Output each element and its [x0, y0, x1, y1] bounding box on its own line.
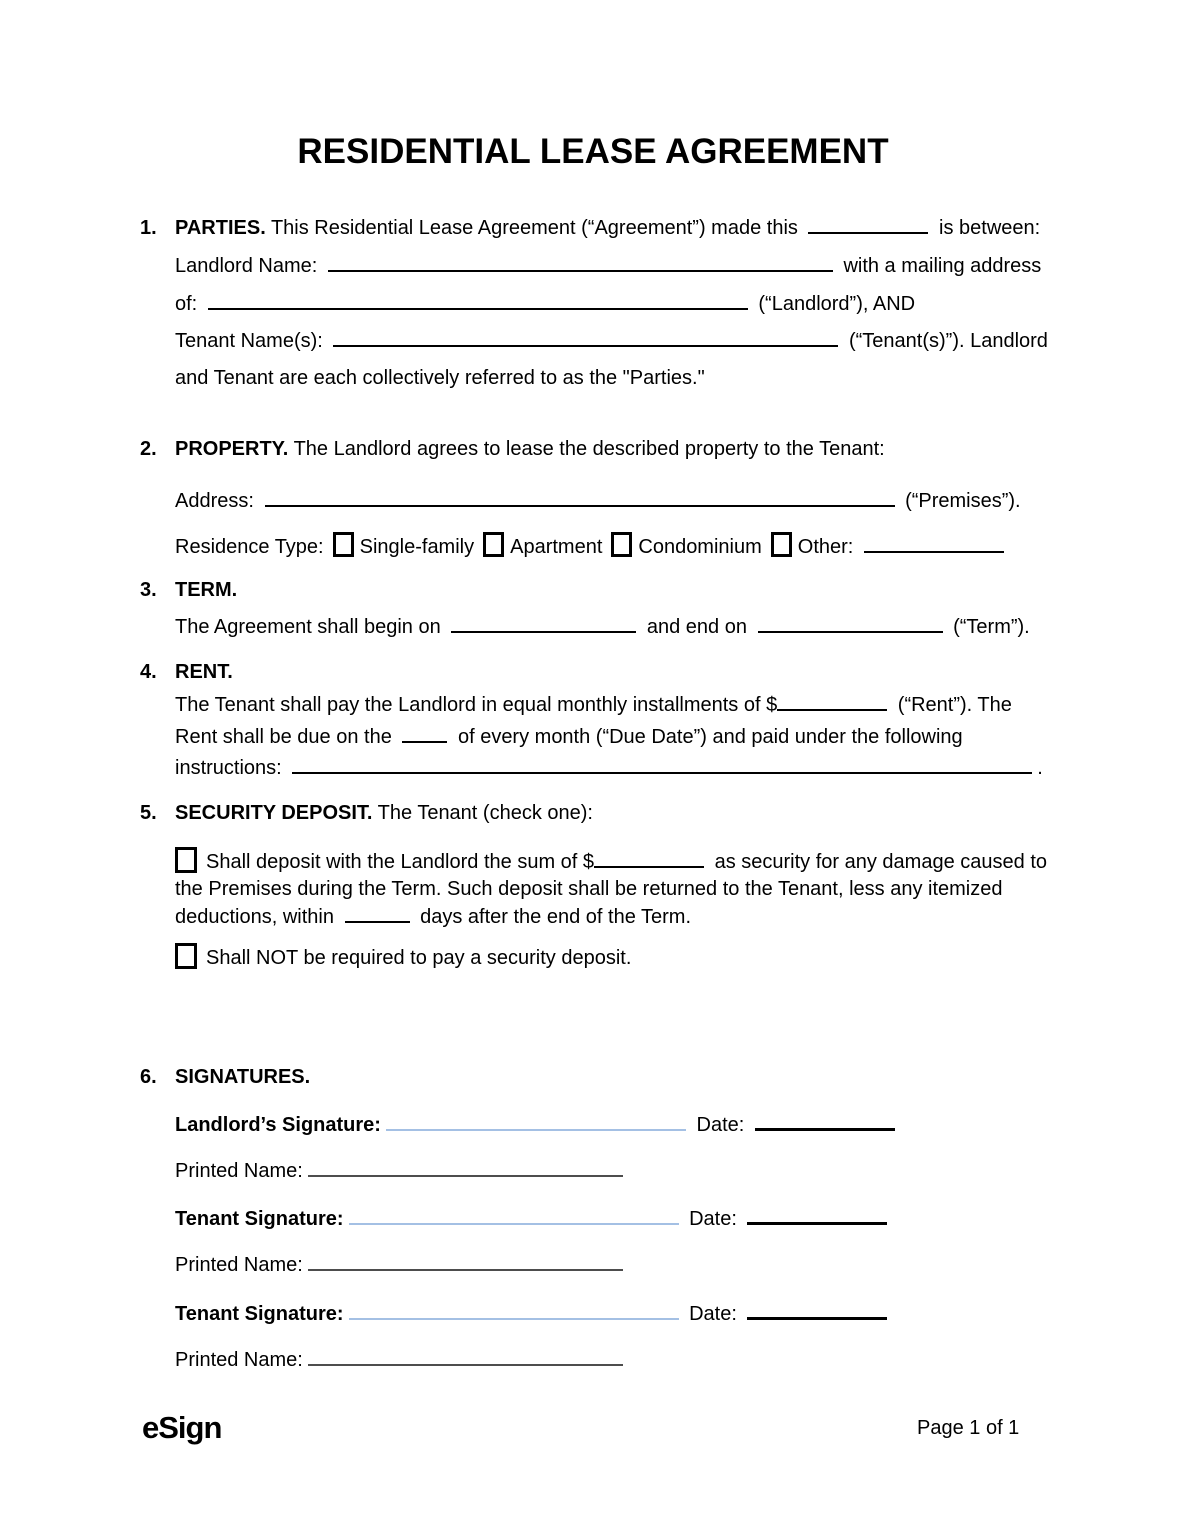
- instructions-label: instructions:: [175, 757, 282, 779]
- apartment-checkbox[interactable]: [483, 532, 504, 557]
- tenant1-date-label: Date:: [689, 1208, 737, 1230]
- deposit-required-checkbox[interactable]: [175, 847, 197, 873]
- parties-line1: [140, 214, 1040, 241]
- property-intro-text: The Landlord agrees to lease the described property to the Tenant:: [293, 438, 885, 460]
- tenant1-printed-name-label: Printed Name:: [175, 1254, 303, 1276]
- landlord-name-label: Landlord Name:: [175, 255, 318, 277]
- residence-type-line: [175, 532, 1009, 560]
- deposit-option-paragraph: [175, 847, 1055, 931]
- property-heading-line: [140, 436, 885, 462]
- tenant1-signature-label: Tenant Signature:: [175, 1208, 344, 1230]
- other-label: Other:: [797, 536, 854, 558]
- property-heading: PROPERTY.: [175, 438, 289, 460]
- no-deposit-checkbox[interactable]: [175, 943, 197, 969]
- condominium-label: Condominium: [638, 536, 762, 558]
- term-middle-text: and end on: [646, 616, 747, 638]
- mailing-address-text: with a mailing address: [843, 255, 1042, 277]
- tenant1-printed-name-line[interactable]: [308, 1251, 623, 1271]
- tenant2-date-line[interactable]: [747, 1299, 887, 1320]
- residence-type-label: Residence Type:: [175, 536, 324, 558]
- rent-line2: [175, 723, 963, 750]
- rent-line1: [175, 691, 1012, 718]
- rent-heading: RENT.: [175, 661, 233, 683]
- section3-number: 3.: [140, 579, 157, 601]
- tenant1-signature-row: [175, 1204, 892, 1232]
- landlord-printed-name-line[interactable]: [308, 1157, 623, 1177]
- deposit-days-blank[interactable]: [345, 903, 410, 923]
- term-heading-line: [140, 577, 237, 603]
- landlord-printed-name-label: Printed Name:: [175, 1160, 303, 1182]
- parties-closing-text: and Tenant are each collectively referred to as the "Parties.": [175, 367, 705, 389]
- landlord-signature-row: [175, 1110, 900, 1138]
- tenant1-date-line[interactable]: [747, 1204, 887, 1225]
- payment-instructions-blank[interactable]: [292, 754, 1032, 774]
- other-checkbox[interactable]: [771, 532, 792, 557]
- section1-number: 1.: [140, 217, 157, 239]
- landlord-signature-label: Landlord’s Signature:: [175, 1114, 381, 1136]
- esign-logo: eSign: [142, 1410, 222, 1445]
- security-deposit-heading-line: [140, 800, 593, 826]
- landlord-name-blank[interactable]: [328, 252, 833, 272]
- deposit-terms-text: as security for any damage caused to the Premises during the Term. Such deposit shall be returned to the Tenant, less any itemized deductions, within: [175, 851, 1047, 928]
- instructions-period: .: [1037, 757, 1043, 779]
- condominium-checkbox[interactable]: [611, 532, 632, 557]
- landlord-printed-name-row: [175, 1157, 628, 1184]
- tenant2-printed-name-line[interactable]: [308, 1346, 623, 1366]
- no-deposit-line: [175, 943, 631, 971]
- deposit-days-suffix-text: days after the end of the Term.: [420, 906, 692, 928]
- landlord-designation-text: (“Landlord”), AND: [758, 293, 916, 315]
- no-deposit-text: Shall NOT be required to pay a security deposit.: [206, 947, 632, 969]
- section5-number: 5.: [140, 802, 157, 824]
- property-address-blank[interactable]: [265, 487, 895, 507]
- tenant1-printed-name-row: [175, 1251, 628, 1278]
- agreement-date-blank[interactable]: [808, 214, 928, 234]
- tenant2-signature-line[interactable]: [349, 1300, 679, 1320]
- parties-heading: PARTIES.: [175, 217, 266, 239]
- address-label: Address:: [175, 490, 254, 512]
- tenant-names-blank[interactable]: [333, 327, 838, 347]
- term-end-date-blank[interactable]: [758, 613, 943, 633]
- term-heading: TERM.: [175, 579, 238, 601]
- signatures-heading: SIGNATURES.: [175, 1066, 311, 1088]
- page-number-text: Page 1 of 1: [917, 1417, 1020, 1439]
- landlord-date-line[interactable]: [755, 1110, 895, 1131]
- signatures-heading-line: [140, 1064, 310, 1090]
- page-title: RESIDENTIAL LEASE AGREEMENT: [297, 132, 889, 171]
- of-label: of:: [175, 293, 198, 315]
- deposit-sum-text: Shall deposit with the Landlord the sum of $: [206, 851, 595, 873]
- rent-amount-blank[interactable]: [777, 691, 887, 711]
- parties-line3: [175, 290, 915, 317]
- premises-text: (“Premises”).: [905, 490, 1021, 512]
- landlord-address-blank[interactable]: [208, 290, 748, 310]
- tenant2-printed-name-label: Printed Name:: [175, 1349, 303, 1371]
- security-deposit-heading: SECURITY DEPOSIT.: [175, 802, 373, 824]
- tenant2-signature-row: [175, 1299, 892, 1327]
- term-suffix-text: (“Term”).: [953, 616, 1030, 638]
- rent-designation-text: (“Rent”). The: [897, 694, 1012, 716]
- rent-installments-text: The Tenant shall pay the Landlord in equal monthly installments of $: [175, 694, 778, 716]
- parties-intro-text: This Residential Lease Agreement (“Agreement”) made this: [270, 217, 798, 239]
- is-between-text: is between:: [939, 217, 1041, 239]
- deposit-amount-blank[interactable]: [594, 848, 704, 868]
- rent-heading-line: [140, 659, 233, 685]
- single-family-label: Single-family: [359, 536, 475, 558]
- tenant1-signature-line[interactable]: [349, 1205, 679, 1225]
- parties-line5: [175, 365, 705, 391]
- term-line: [175, 613, 1030, 640]
- rent-due-suffix-text: of every month (“Due Date”) and paid under the following: [457, 726, 963, 748]
- single-family-checkbox[interactable]: [333, 532, 354, 557]
- rent-due-text: Rent shall be due on the: [175, 726, 392, 748]
- parties-line2: [175, 252, 1041, 279]
- term-begin-text: The Agreement shall begin on: [175, 616, 441, 638]
- tenant2-signature-label: Tenant Signature:: [175, 1303, 344, 1325]
- tenant2-date-label: Date:: [689, 1303, 737, 1325]
- rent-due-day-blank[interactable]: [402, 723, 447, 743]
- tenant-designation-text: (“Tenant(s)”). Landlord: [848, 330, 1048, 352]
- tenant-names-label: Tenant Name(s):: [175, 330, 323, 352]
- landlord-date-label: Date:: [696, 1114, 745, 1136]
- section6-number: 6.: [140, 1066, 157, 1088]
- section4-number: 4.: [140, 661, 157, 683]
- other-residence-blank[interactable]: [864, 533, 1004, 553]
- address-line: [175, 487, 1021, 514]
- parties-line4: [175, 327, 1048, 354]
- security-deposit-intro: The Tenant (check one):: [377, 802, 593, 824]
- rent-line3: [175, 754, 1043, 781]
- apartment-label: Apartment: [510, 536, 603, 558]
- section2-number: 2.: [140, 438, 157, 460]
- tenant2-printed-name-row: [175, 1346, 628, 1373]
- term-start-date-blank[interactable]: [451, 613, 636, 633]
- landlord-signature-line[interactable]: [386, 1111, 686, 1131]
